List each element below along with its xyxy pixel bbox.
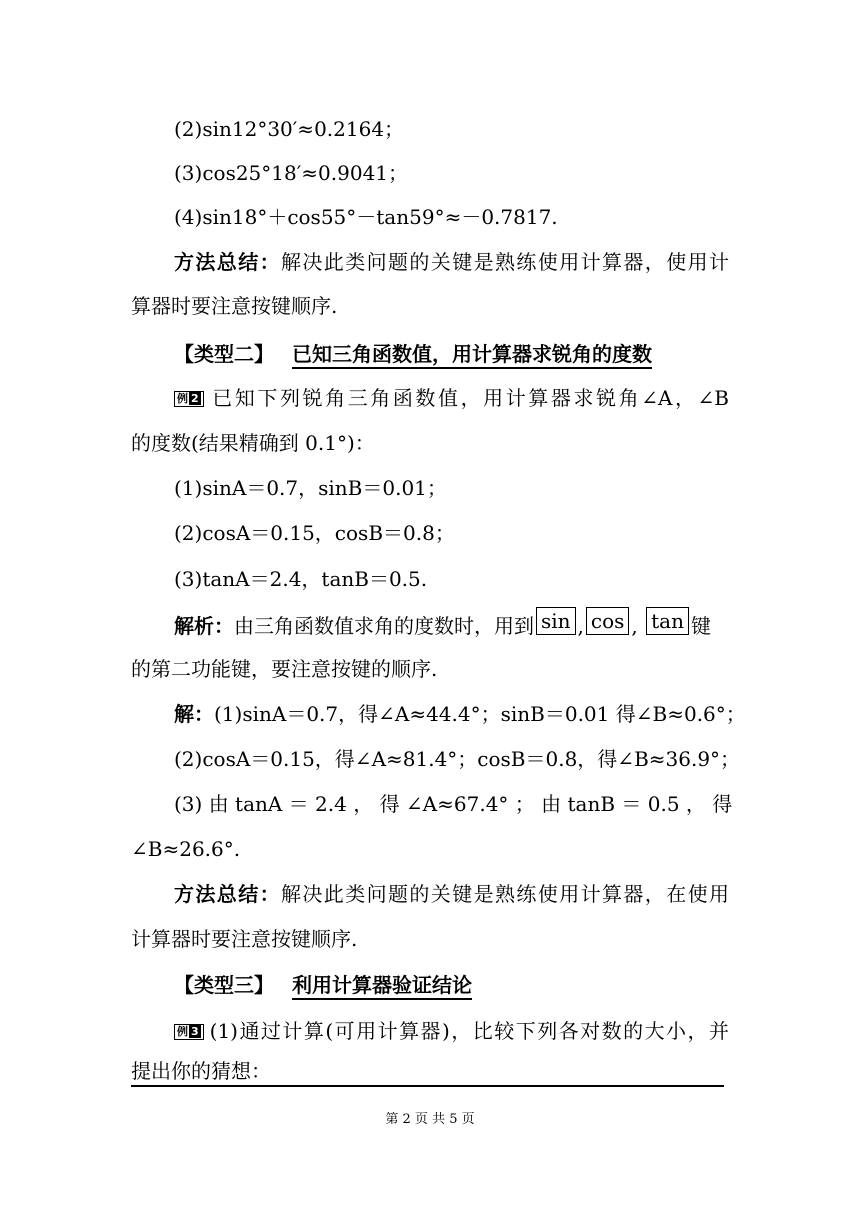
- example-2-stem-cont: 的度数(结果精确到 0.1°)：: [131, 431, 375, 455]
- section-title: 已知三角函数值，用计算器求锐角的度数: [292, 342, 652, 369]
- method-summary-2-cont: 计算器时要注意按键顺序.: [131, 927, 358, 951]
- method-summary-1-cont: 算器时要注意按键顺序.: [131, 294, 338, 318]
- answer-line-4: (4)sin18°＋cos55°－tan59°≈－0.7817.: [174, 205, 558, 229]
- cos-key: cos: [586, 607, 630, 635]
- question-1: (1)sinA＝0.7，sinB＝0.01；: [174, 476, 447, 500]
- example-2-stem-text: 已知下列锐角三角函数值，用计算器求锐角∠A，∠B: [209, 386, 729, 410]
- analysis-line-cont: 的第二功能键，要注意按键的顺序.: [131, 657, 438, 681]
- footer-divider: [131, 1085, 724, 1087]
- method-summary-1: [174, 247, 729, 277]
- question-2: (2)cosA＝0.15，cosB＝0.8；: [174, 521, 455, 545]
- sin-key: sin: [536, 607, 576, 635]
- example-3-stem: 例 3 (1)通过计算(可用计算器)，比较下列各对数的大小，并: [174, 1016, 729, 1046]
- section-title: 利用计算器验证结论: [292, 973, 472, 1000]
- method-summary-text: 解决此类问题的关键是熟练使用计算器，使用计: [281, 250, 729, 274]
- answer-line-2: (2)sin12°30′≈0.2164；: [174, 117, 405, 141]
- solution-line-3: (3) 由 tanA ＝ 2.4 ， 得 ∠A≈67.4° ； 由 tanB ＝ 0.5 ， 得: [174, 792, 733, 816]
- question-3: (3)tanA＝2.4，tanB＝0.5.: [174, 567, 428, 591]
- example-badge: 例 3: [174, 1024, 204, 1040]
- method-summary-2: 方法总结：解决此类问题的关键是熟练使用计算器，在使用: [174, 882, 729, 906]
- section-type-3: [174, 970, 472, 1000]
- solution-line-2: (2)cosA＝0.15，得∠A≈81.4°；cosB＝0.8，得∠B≈36.9°；: [174, 747, 741, 771]
- analysis-label: 解析：: [174, 614, 234, 638]
- solution-line-1: 解：(1)sinA＝0.7，得∠A≈44.4°；sinB＝0.01 得∠B≈0.6°；: [174, 702, 746, 726]
- page-footer: 第 2 页 共 5 页: [385, 1112, 475, 1127]
- example-badge: 例 2: [174, 391, 204, 407]
- tan-key: tan: [646, 607, 689, 635]
- answer-line-3: (3)cos25°18′≈0.9041；: [174, 161, 409, 185]
- method-summary-label: 方法总结：: [174, 882, 281, 906]
- example-2-stem: [174, 383, 729, 413]
- section-bracket: 【类型三】: [174, 973, 274, 997]
- solution-line-3-cont: ∠B≈26.6°.: [131, 837, 241, 861]
- analysis-line: 解析：由三角函数值求角的度数时，用到 sin , cos , tan 键: [174, 609, 711, 638]
- example-3-stem-cont: 提出你的猜想：: [131, 1059, 271, 1083]
- method-summary-label: 方法总结：: [174, 250, 281, 274]
- section-type-2: [174, 339, 652, 369]
- section-bracket: 【类型二】: [174, 342, 274, 366]
- solution-label: 解：: [174, 702, 214, 726]
